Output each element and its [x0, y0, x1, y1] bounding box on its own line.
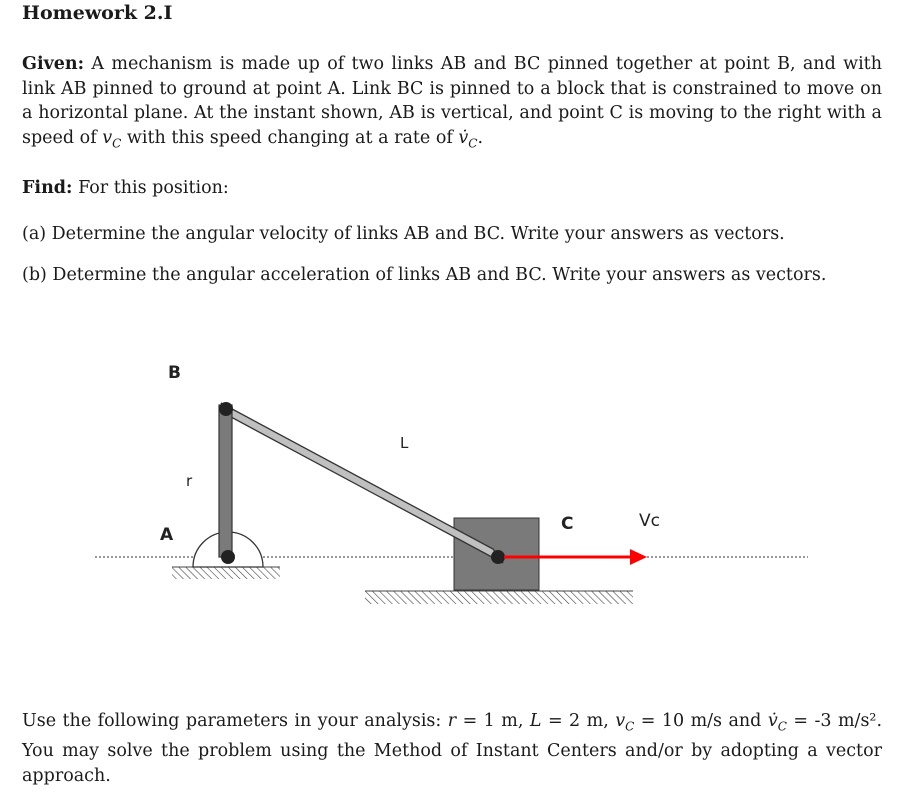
link-ab: [219, 405, 232, 557]
label-c: C: [561, 514, 574, 534]
vc-dot-symbol: $v̇_C$: [458, 127, 478, 150]
label-l: L: [400, 434, 409, 452]
velocity-arrow-head: [630, 549, 647, 565]
part-a: (a) Determine the angular velocity of links AB and BC. Write your answers as vectors.: [22, 224, 785, 244]
find-label: Find:: [22, 178, 73, 198]
label-r: r: [186, 472, 193, 490]
vc-symbol: $v_C$: [102, 127, 122, 150]
label-vc: Vc: [639, 511, 660, 531]
given-text: A mechanism is made up of two links AB and BC pinned together at point B, and with link AB pinned to ground at point A. Link BC is pinned to a block that is constrained to move on a horizontal plane. At the instant shown, AB is vertical, and point C is moving to the right with a speed of: [22, 54, 882, 148]
ground-hatch-c: [365, 591, 633, 604]
pin-b: [219, 402, 233, 416]
part-b: (b) Determine the angular acceleration of links AB and BC. Write your answers as vectors.: [22, 265, 827, 285]
given-paragraph: Given: A mechanism is made up of two links AB and BC pinned together at point B, and with link AB pinned to ground at point A. Link BC is pinned to a block that is constrained to move on a horizontal plane. At the instant shown, AB is vertical, and point C is moving to the right with a speed of $v_C$ with this speed changing at a rate of $v̇_C$.: [22, 54, 882, 150]
pin-a: [221, 550, 235, 564]
given-label: Given:: [22, 54, 85, 74]
label-a: A: [160, 525, 174, 545]
page-title: Homework 2.I: [22, 2, 173, 24]
link-bc: [221, 403, 503, 563]
ground-hatch-a: [172, 567, 280, 579]
parameters-paragraph: Use the following parameters in your analysis: r = 1 m, L = 2 m, $v_C = 10$ m/s and $v̇_C = -3$ m/s². You may solve the problem using the Method of Instant Centers and/or by adopting a vector approach.: [22, 711, 883, 786]
pin-c: [491, 550, 505, 564]
label-b: B: [168, 363, 181, 383]
given-mid: with this speed changing at a rate of: [121, 127, 459, 148]
find-text: For this position:: [78, 178, 229, 198]
